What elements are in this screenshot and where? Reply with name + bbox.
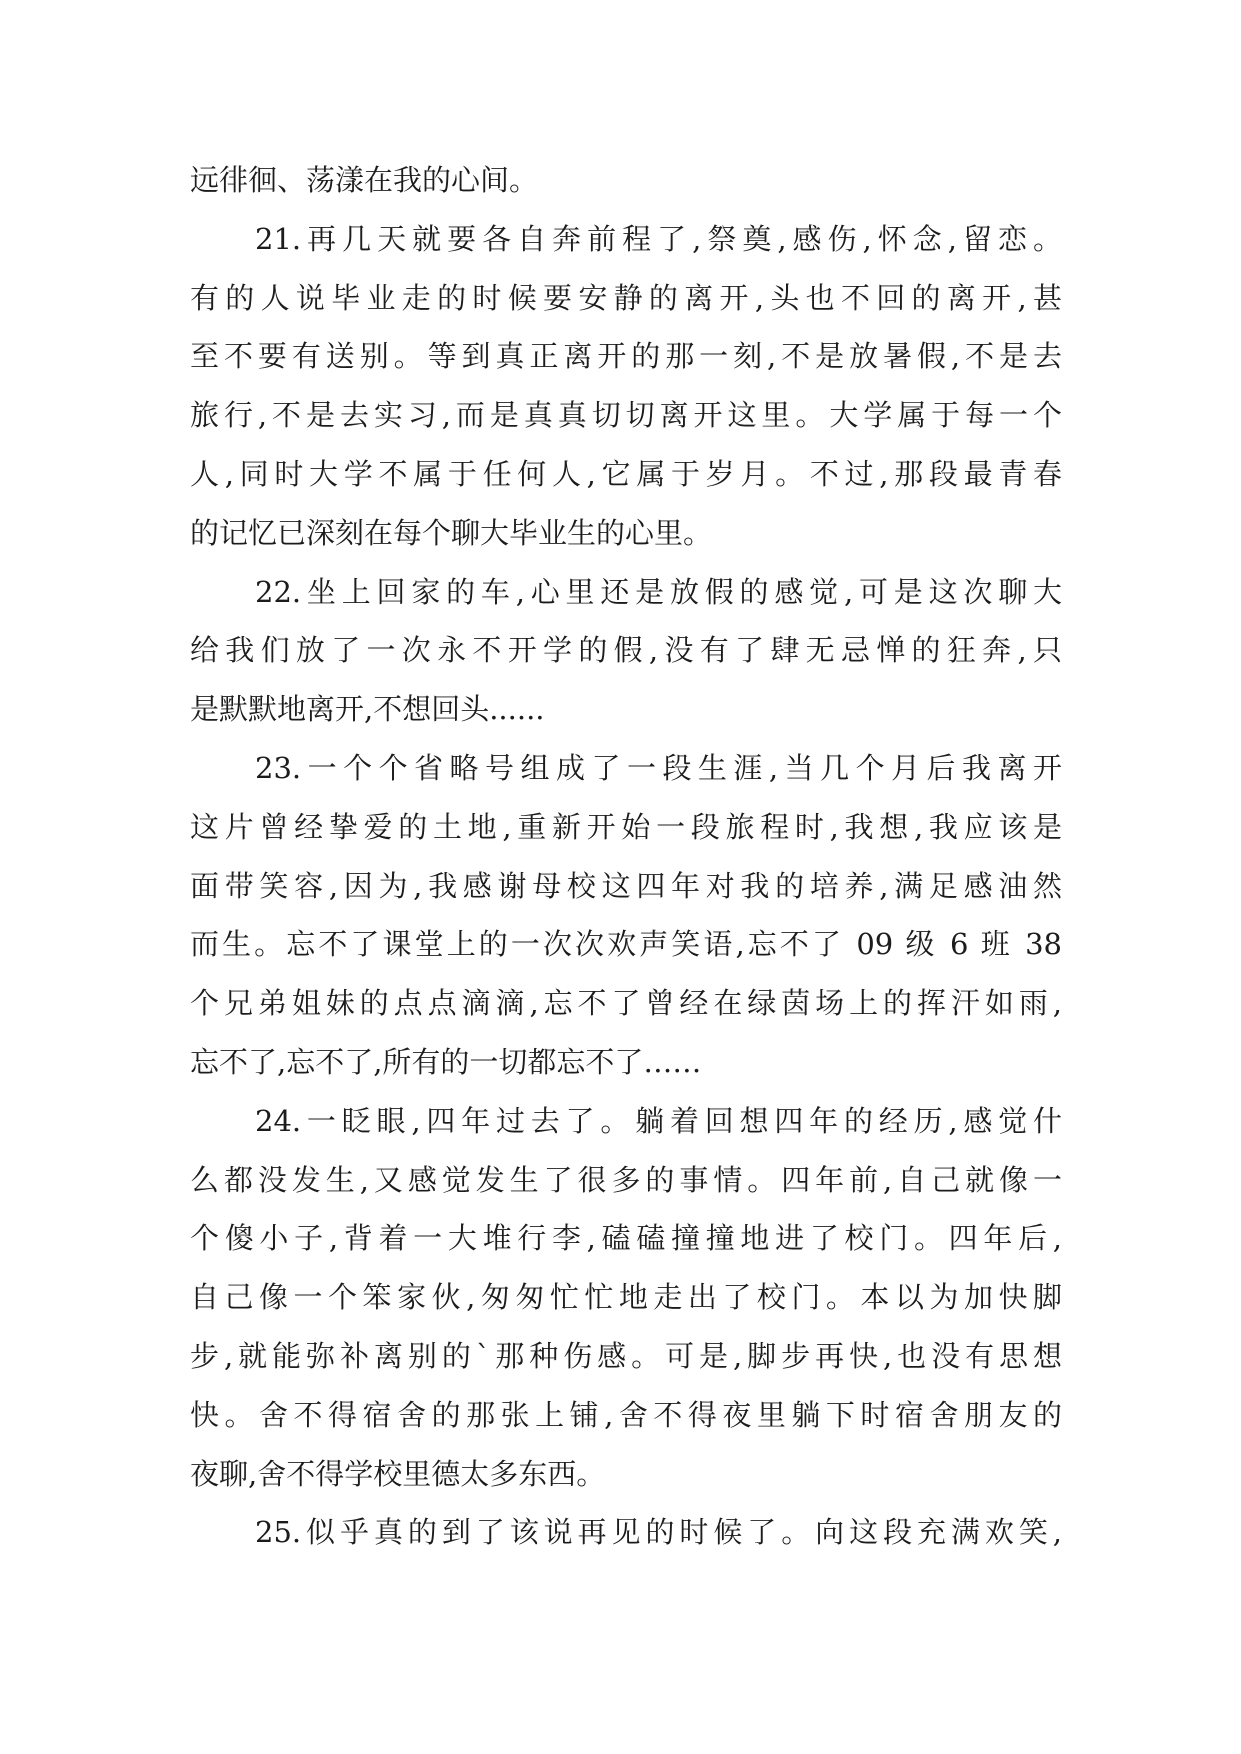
paragraph xyxy=(190,563,1062,739)
text-line: 21.再几天就要各自奔前程了,祭奠,感伤,怀念,留恋。 xyxy=(255,221,1062,256)
text-line: 22.坐上回家的车,心里还是放假的感觉,可是这次聊大 xyxy=(255,574,1062,609)
document-body xyxy=(190,151,1062,1562)
text-line: 远徘徊、荡漾在我的心间。 xyxy=(190,163,539,197)
text-line: 这片曾经挚爱的土地,重新开始一段旅程时,我想,我应该是 xyxy=(190,809,1062,844)
text-line: 忘不了,忘不了,所有的一切都忘不了…… xyxy=(190,1044,702,1079)
text-line: 24.一眨眼,四年过去了。躺着回想四年的经历,感觉什 xyxy=(255,1103,1062,1138)
paragraph xyxy=(190,1503,1062,1562)
text-line: 快。舍不得宿舍的那张上铺,舍不得夜里躺下时宿舍朋友的 xyxy=(190,1397,1062,1432)
text-line: 夜聊,舍不得学校里德太多东西。 xyxy=(190,1456,606,1491)
text-line: 至不要有送别。等到真正离开的那一刻,不是放暑假,不是去 xyxy=(190,339,1062,374)
paragraph xyxy=(190,210,1062,563)
text-line: 个兄弟姐妹的点点滴滴,忘不了曾经在绿茵场上的挥汗如雨, xyxy=(190,986,1062,1021)
text-line: 23.一个个省略号组成了一段生涯,当几个月后我离开 xyxy=(255,750,1062,785)
text-line: 自己像一个笨家伙,匆匆忙忙地走出了校门。本以为加快脚 xyxy=(190,1280,1062,1315)
text-line: 步,就能弥补离别的`那种伤感。可是,脚步再快,也没有思想 xyxy=(190,1338,1062,1373)
text-line: 是默默地离开,不想回头...... xyxy=(190,692,545,727)
text-line: 么都没发生,又感觉发生了很多的事情。四年前,自己就像一 xyxy=(190,1162,1062,1197)
text-line: 的记忆已深刻在每个聊大毕业生的心里。 xyxy=(190,515,713,550)
text-line: 25.似乎真的到了该说再见的时候了。向这段充满欢笑, xyxy=(255,1515,1062,1550)
text-line: 而生。忘不了课堂上的一次次欢声笑语,忘不了 09 级 6 班 38 xyxy=(190,927,1062,962)
text-line: 面带笑容,因为,我感谢母校这四年对我的培养,满足感油然 xyxy=(190,868,1062,903)
paragraph xyxy=(190,151,1062,210)
paragraph xyxy=(190,739,1062,1092)
text-line: 人,同时大学不属于任何人,它属于岁月。不过,那段最青春 xyxy=(190,456,1062,491)
text-line: 有的人说毕业走的时候要安静的离开,头也不回的离开,甚 xyxy=(190,280,1062,315)
text-line: 旅行,不是去实习,而是真真切切离开这里。大学属于每一个 xyxy=(190,398,1062,433)
text-line: 给我们放了一次永不开学的假,没有了肆无忌惮的狂奔,只 xyxy=(190,633,1062,668)
text-line: 个傻小子,背着一大堆行李,磕磕撞撞地进了校门。四年后, xyxy=(190,1221,1062,1256)
paragraph xyxy=(190,1092,1062,1504)
